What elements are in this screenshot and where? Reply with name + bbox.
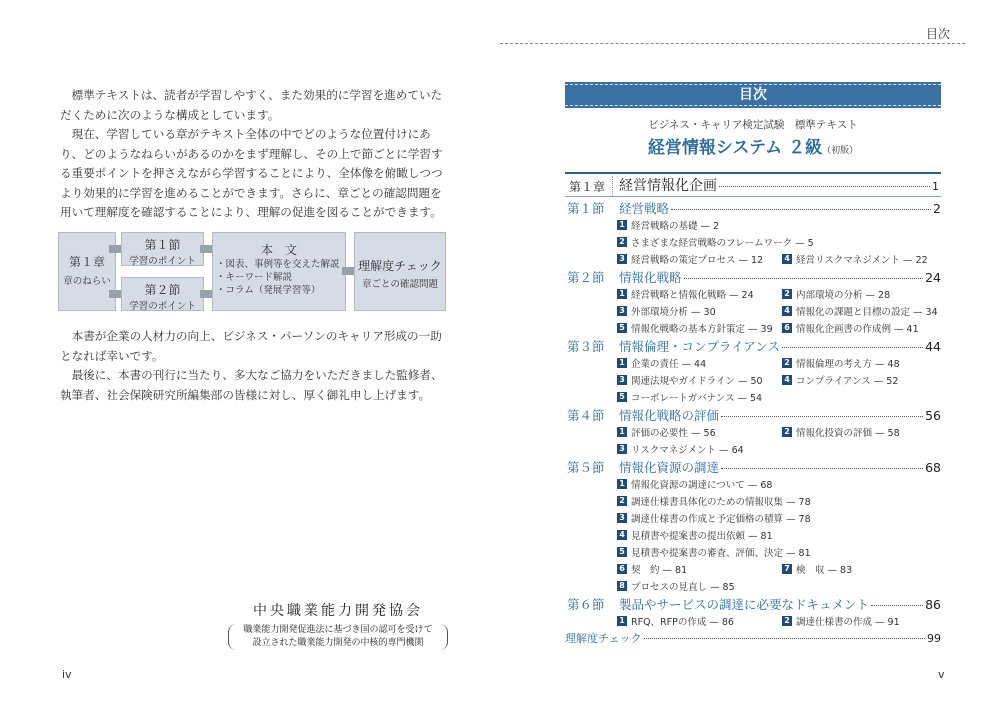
- subsection-text: 見積書や提案書の提出依頼 — 81: [631, 531, 773, 542]
- subsection-item[interactable]: [782, 321, 919, 335]
- box-title: 第２節: [144, 283, 181, 297]
- section-title: 情報化戦略: [619, 270, 682, 285]
- chapter-number: 第１章: [569, 180, 606, 194]
- paragraph: 現在、学習している章がテキスト全体の中でどのような位置付けにあり、どのようなねらいがあるのかをまず理解し、その上で節ごとに学習する重要ポイントを押さえながら学習することにより、全体像を俯瞰しつつより効果的に学習を進めることができます。さらに、章ごとの確認問題を用いて理解度を確認することにより、理解の促進を図ることができます。: [60, 127, 443, 219]
- number-badge-icon: 7: [782, 564, 792, 574]
- subsection-item[interactable]: [782, 614, 900, 628]
- running-header: 目次: [925, 27, 950, 41]
- subsection-text: 情報化投資の評価 — 58: [796, 428, 900, 439]
- section-title: 情報倫理・コンプライアンス: [619, 339, 780, 354]
- number-badge-icon: 1: [617, 289, 627, 299]
- section-page: 24: [925, 270, 941, 285]
- number-badge-icon: 5: [617, 547, 627, 557]
- edition: （初版）: [822, 146, 859, 156]
- subsection-text: 関連法規やガイドライン — 50: [631, 376, 763, 387]
- subsection-item[interactable]: [782, 562, 852, 576]
- subsection-text: プロセスの見直し — 85: [631, 582, 735, 593]
- organization-signature: [228, 600, 448, 650]
- section-page: 2: [933, 201, 941, 216]
- box-sub: 章ごとの確認問題: [361, 279, 438, 290]
- subsection-item[interactable]: [617, 252, 763, 266]
- section1-box: [121, 232, 204, 266]
- number-badge-icon: 1: [617, 358, 627, 368]
- section-label: 第５節: [567, 460, 605, 475]
- book-series: ビジネス・キャリア検定試験 標準テキスト: [648, 119, 858, 131]
- number-badge-icon: 3: [617, 254, 627, 264]
- section2-box: [121, 277, 204, 311]
- section-title: 情報化戦略の評価: [619, 408, 720, 423]
- subsection-item[interactable]: [782, 356, 900, 370]
- org-name: 中央職業能力開発協会: [253, 603, 423, 619]
- subsection-text: 情報化の課題と目標の設定 — 34: [796, 307, 938, 318]
- title-text: 経営情報システム ２級: [647, 138, 823, 158]
- subsection-text: 評価の必要性 — 56: [631, 428, 716, 439]
- subsection-text: リスクマネジメント — 64: [631, 445, 744, 456]
- box-sub: 学習のポイント: [129, 256, 196, 267]
- header-divider: [500, 43, 965, 44]
- section-label: 第３節: [567, 339, 605, 354]
- subsection-text: 情報化戦略の基本方針策定 — 39: [631, 324, 773, 335]
- subsection-text: 契 約 — 81: [631, 565, 688, 576]
- subsection-text: 内部環境の分析 — 28: [796, 290, 891, 301]
- subsection-item[interactable]: [617, 562, 687, 576]
- page-number: v: [938, 668, 945, 681]
- number-badge-icon: 2: [782, 427, 792, 437]
- subsection-text: 調達仕様書の作成 — 91: [796, 617, 900, 628]
- number-badge-icon: 4: [782, 375, 792, 385]
- right-page: [500, 0, 1000, 710]
- subsection-text: コーポレートガバナンス — 54: [631, 393, 763, 404]
- subsection-text: 情報化資源の調達について — 68: [631, 480, 773, 491]
- section-row[interactable]: [567, 406, 941, 424]
- section-page: 44: [925, 339, 941, 354]
- number-badge-icon: 2: [617, 496, 627, 506]
- number-badge-icon: 4: [617, 530, 627, 540]
- box-title: 理解度チェック: [358, 259, 442, 273]
- subsection-item[interactable]: [617, 304, 716, 318]
- subsection-item[interactable]: [617, 511, 811, 525]
- box-item: ・キーワード解説: [216, 272, 293, 283]
- subsection-item[interactable]: [617, 425, 716, 439]
- section-page: 68: [925, 460, 941, 475]
- number-badge-icon: 3: [617, 306, 627, 316]
- section-row[interactable]: [567, 268, 941, 286]
- subsection-text: 企業の責任 — 44: [631, 359, 707, 370]
- subsection-item[interactable]: [617, 373, 763, 387]
- number-badge-icon: 4: [782, 254, 792, 264]
- subsection-item[interactable]: [617, 494, 811, 508]
- review-check-row[interactable]: [565, 630, 941, 646]
- number-badge-icon: 3: [617, 513, 627, 523]
- subsection-text: さまざまな経営戦略のフレームワーク — 5: [631, 238, 814, 249]
- subsection-item[interactable]: [617, 390, 762, 404]
- paragraph: 標準テキストは、読者が学習しやすく、また効果的に学習を進めていただくために次のような構成としています。: [60, 88, 443, 122]
- paragraph: 本書が企業の人材力の向上、ビジネス・パーソンのキャリア形成の一助となれば幸いです。: [60, 329, 442, 363]
- subsection-text: コンプライアンス — 52: [796, 376, 899, 387]
- subsection-text: 経営戦略の基礎 — 2: [631, 221, 720, 232]
- subsection-text: 調達仕様書の作成と予定価格の積算 — 78: [631, 514, 811, 525]
- org-note: 職業能力開発促進法に基づき国の認可を受けて: [243, 625, 433, 635]
- closing-text: [60, 327, 446, 405]
- subsection-item[interactable]: [782, 252, 928, 266]
- subsection-item[interactable]: [782, 425, 900, 439]
- subsection-item[interactable]: [782, 373, 898, 387]
- section-title: 製品やサービスの調達に必要なドキュメント: [619, 597, 870, 612]
- section-label: 第６節: [567, 597, 605, 612]
- section-page: 86: [925, 597, 941, 612]
- intro-text: [60, 86, 446, 223]
- subsection-item[interactable]: [617, 545, 811, 559]
- number-badge-icon: 1: [617, 479, 627, 489]
- review-check-page: 99: [927, 632, 941, 645]
- chapter-title: 経営情報化企画: [619, 178, 717, 194]
- number-badge-icon: 1: [617, 220, 627, 230]
- section-label: 第２節: [567, 270, 605, 285]
- subsection-item[interactable]: [782, 304, 938, 318]
- chapter-row[interactable]: [565, 172, 941, 197]
- number-badge-icon: 5: [617, 392, 627, 402]
- book-title: [565, 133, 941, 158]
- subsection-item[interactable]: [617, 579, 735, 593]
- number-badge-icon: 2: [617, 237, 627, 247]
- chapter-page: 1: [932, 180, 939, 193]
- section-label: 第１節: [567, 201, 605, 216]
- section-page: 56: [925, 408, 941, 423]
- subsection-item[interactable]: [617, 287, 754, 301]
- org-note: 設立された職業能力開発の中核的専門機関: [252, 638, 424, 648]
- section-row[interactable]: [567, 199, 941, 217]
- number-badge-icon: 3: [617, 375, 627, 385]
- subsection-item[interactable]: [617, 614, 734, 628]
- chapter-box: [58, 232, 116, 311]
- section-row[interactable]: [567, 595, 941, 613]
- box-items: [213, 258, 345, 297]
- section-row[interactable]: [567, 458, 941, 476]
- section-title: 情報化資源の調達: [619, 460, 720, 475]
- body-box: [212, 232, 346, 311]
- check-box: [354, 232, 446, 311]
- box-title: 第１節: [144, 238, 181, 252]
- box-sub: 章のねらい: [63, 276, 111, 287]
- subsection-text: 検 収 — 83: [796, 565, 853, 576]
- subsection-text: 経営リスクマネジメント — 22: [796, 255, 928, 266]
- page-number: iv: [62, 668, 72, 681]
- box-item: ・コラム（発展学習等）: [216, 285, 321, 296]
- box-title: 第１章: [68, 255, 105, 269]
- toc-banner: 目次: [565, 82, 941, 108]
- number-badge-icon: 2: [782, 289, 792, 299]
- subsection-text: 外部環境分析 — 30: [631, 307, 716, 318]
- number-badge-icon: 6: [782, 323, 792, 333]
- box-sub: 学習のポイント: [129, 301, 196, 312]
- number-badge-icon: 4: [782, 306, 792, 316]
- paragraph: 最後に、本書の刊行に当たり、多大なご協力をいただきました監修者、執筆者、社会保険研究所編集部の皆様に対し、厚く御礼申し上げます。: [60, 368, 443, 402]
- subsection-item[interactable]: [617, 218, 719, 232]
- number-badge-icon: 6: [617, 564, 627, 574]
- subsection-text: 情報倫理の考え方 — 48: [796, 359, 900, 370]
- subsection-text: 調達仕様書具体化のための情報収集 — 78: [631, 497, 811, 508]
- section-label: 第４節: [567, 408, 605, 423]
- subsection-text: RFQ、RFPの作成 — 86: [631, 617, 734, 628]
- subsection-item[interactable]: [617, 477, 772, 491]
- number-badge-icon: 3: [617, 444, 627, 454]
- subsection-item[interactable]: [617, 442, 744, 456]
- subsection-text: 見積書や提案書の審査、評価、決定 — 81: [631, 548, 811, 559]
- subsection-item[interactable]: [617, 321, 773, 335]
- subsection-text: 情報化企画書の作成例 — 41: [796, 324, 919, 335]
- number-badge-icon: 1: [617, 616, 627, 626]
- section-title: 経営戦略: [619, 201, 670, 216]
- review-check-title: 理解度チェック: [565, 632, 642, 645]
- subsection-text: 経営戦略の策定プロセス — 12: [631, 255, 764, 266]
- box-title: 本 文: [260, 243, 297, 257]
- box-item: ・図表、事例等を交えた解説: [216, 259, 340, 270]
- number-badge-icon: 2: [782, 616, 792, 626]
- number-badge-icon: 1: [617, 427, 627, 437]
- number-badge-icon: 5: [617, 323, 627, 333]
- section-row[interactable]: [567, 337, 941, 355]
- number-badge-icon: 2: [782, 358, 792, 368]
- subsection-text: 経営戦略と情報化戦略 — 24: [631, 290, 754, 301]
- subsection-item[interactable]: [617, 356, 706, 370]
- subsection-item[interactable]: [617, 235, 814, 249]
- subsection-item[interactable]: [782, 287, 890, 301]
- subsection-item[interactable]: [617, 528, 773, 542]
- number-badge-icon: 8: [617, 581, 627, 591]
